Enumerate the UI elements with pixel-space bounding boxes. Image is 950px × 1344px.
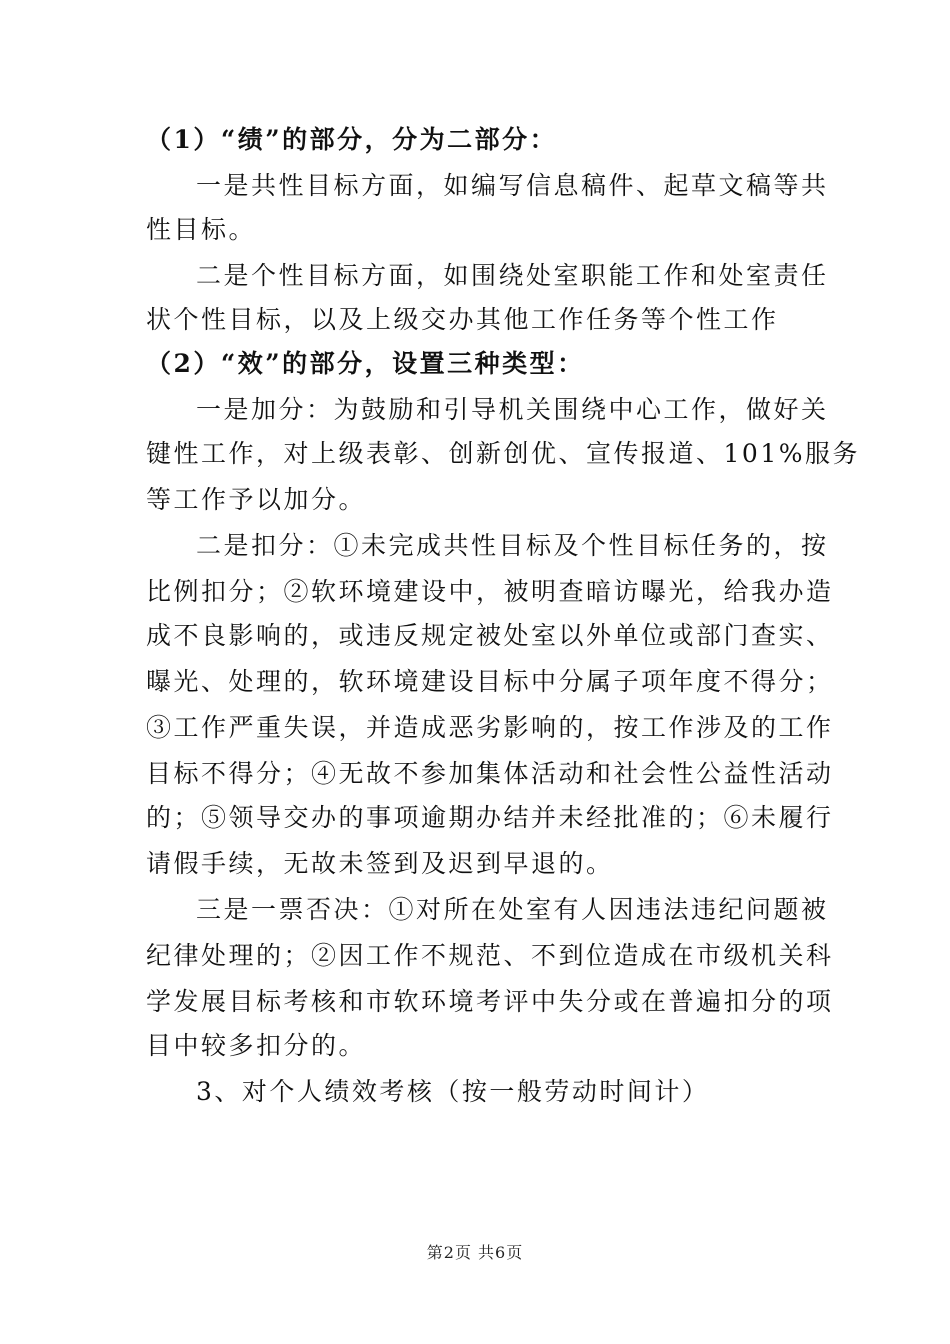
paragraph-line: 一是加分：为鼓励和引导机关围绕中心工作，做好关 [196, 395, 829, 424]
page-number-footer: 第2页 共6页 [426, 1243, 524, 1262]
paragraph-line: 目中较多扣分的。 [146, 1031, 367, 1060]
paragraph-line: 性目标。 [146, 215, 257, 244]
section-heading-ji: （1）“绩”的部分，分为二部分： [146, 125, 558, 154]
section-heading-xiao: （2）“效”的部分，设置三种类型： [146, 349, 585, 378]
paragraph-line: 键性工作，对上级表彰、创新创优、宣传报道、101%服务 [146, 439, 860, 468]
paragraph-line: 的；⑤领导交办的事项逾期办结并未经批准的；⑥未履行 [146, 803, 834, 832]
paragraph-line: 状个性目标，以及上级交办其他工作任务等个性工作 [146, 305, 779, 334]
paragraph-line: 曝光、处理的，软环境建设目标中分属子项年度不得分； [146, 667, 834, 696]
paragraph-line: ③工作严重失误，并造成恶劣影响的，按工作涉及的工作 [146, 713, 834, 742]
paragraph-line: 目标不得分；④无故不参加集体活动和社会性公益性活动 [146, 759, 834, 788]
paragraph-line: 一是共性目标方面，如编写信息稿件、起草文稿等共 [196, 171, 829, 200]
paragraph-line: 比例扣分；②软环境建设中，被明查暗访曝光，给我办造 [146, 577, 834, 606]
paragraph-line: 二是个性目标方面，如围绕处室职能工作和处室责任 [196, 261, 829, 290]
paragraph-line: 3、对个人绩效考核（按一般劳动时间计） [196, 1077, 710, 1106]
paragraph-line: 等工作予以加分。 [146, 485, 367, 514]
paragraph-line: 二是扣分：①未完成共性目标及个性目标任务的，按 [196, 531, 829, 560]
paragraph-line: 三是一票否决：①对所在处室有人因违法违纪问题被 [196, 895, 829, 924]
paragraph-line: 学发展目标考核和市软环境考评中失分或在普遍扣分的项 [146, 987, 834, 1016]
paragraph-line: 请假手续，无故未签到及迟到早退的。 [146, 849, 614, 878]
paragraph-line: 成不良影响的，或违反规定被处室以外单位或部门查实、 [146, 621, 834, 650]
paragraph-line: 纪律处理的；②因工作不规范、不到位造成在市级机关科 [146, 941, 834, 970]
